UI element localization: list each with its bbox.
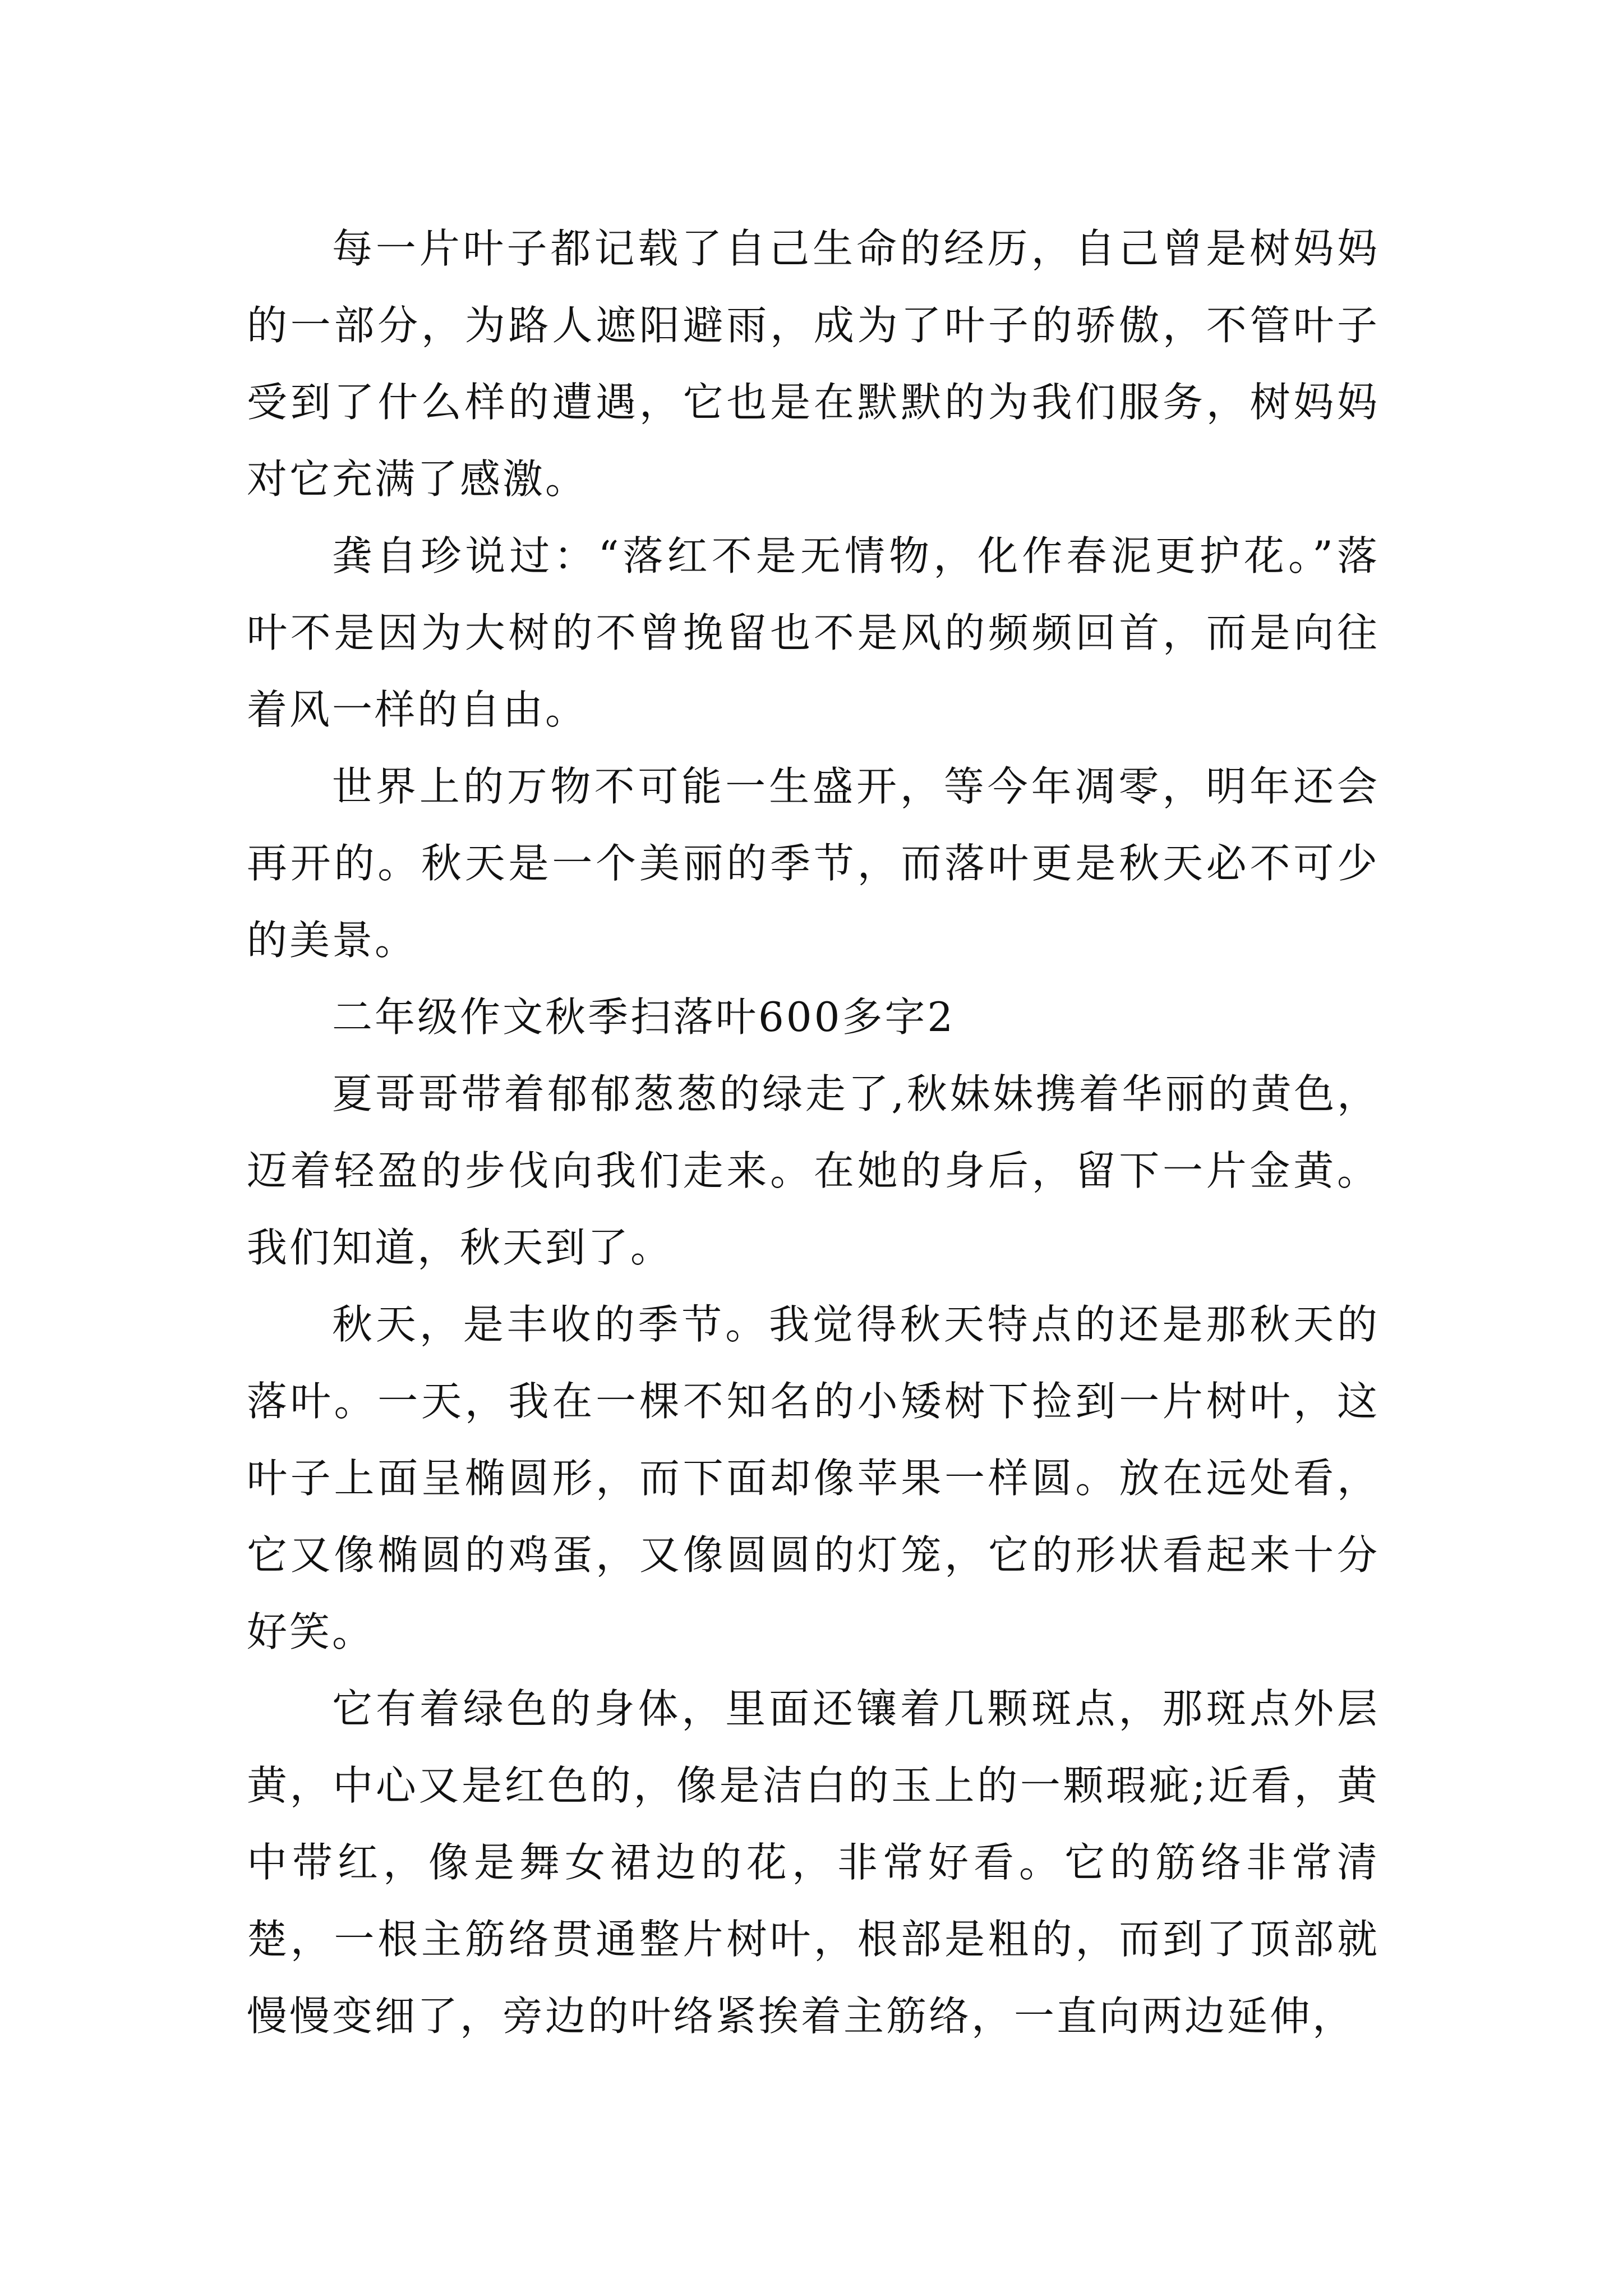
paragraph: 每一片叶子都记载了自己生命的经历，自己曾是树妈妈的一部分，为路人遮阳避雨，成为了叶子的骄傲，不管叶子受到了什么样的遭遇，它也是在默默的为我们服务，树妈妈对它充满了感激。 — [247, 225, 1380, 503]
section-heading: 二年级作文秋季扫落叶600多字2 — [332, 993, 956, 1041]
paragraph: 它有着绿色的身体，里面还镶着几颗斑点，那斑点外层黄，中心又是红色的，像是洁白的玉上的一颗瑕疵;近看，黄中带红，像是舞女裙边的花，非常好看。它的筋络非常清楚，一根主筋络贯通整片树叶，根部是粗的，而到了顶部就慢慢变细了，旁边的叶络紧挨着主筋络，一直向两边延伸， — [247, 1685, 1380, 2040]
paragraph: 夏哥哥带着郁郁葱葱的绿走了,秋妹妹携着华丽的黄色，迈着轻盈的步伐向我们走来。在她的身后，留下一片金黄。我们知道，秋天到了。 — [247, 1070, 1380, 1271]
paragraph: 世界上的万物不可能一生盛开，等今年凋零，明年还会再开的。秋天是一个美丽的季节，而落叶更是秋天必不可少的美景。 — [247, 763, 1380, 964]
paragraph: 秋天，是丰收的季节。我觉得秋天特点的还是那秋天的落叶。一天，我在一棵不知名的小矮树下捡到一片树叶，这叶子上面呈椭圆形，而下面却像苹果一样圆。放在远处看，它又像椭圆的鸡蛋，又像圆圆的灯笼，它的形状看起来十分好笑。 — [247, 1301, 1380, 1655]
paragraph: 龚自珍说过：“落红不是无情物，化作春泥更护花。”落叶不是因为大树的不曾挽留也不是风的频频回首，而是向往着风一样的自由。 — [247, 532, 1380, 733]
document-body — [247, 210, 1380, 2055]
